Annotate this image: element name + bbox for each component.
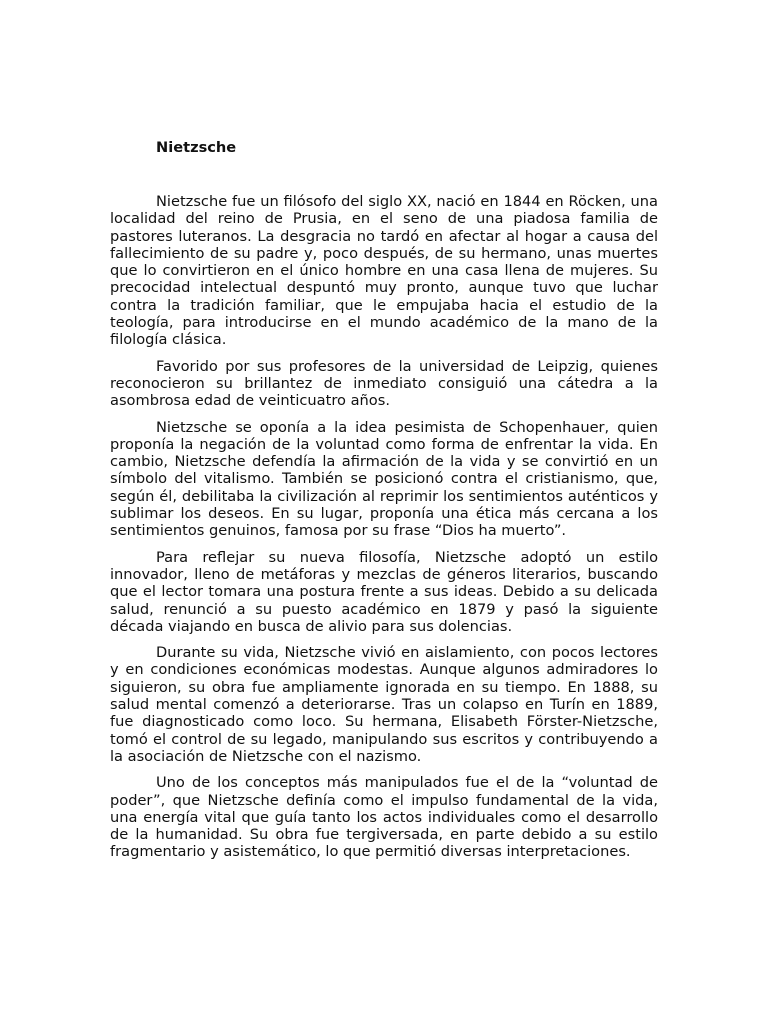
document-title: Nietzsche [156,139,237,156]
paragraph-biography: Nietzsche fue un filósofo del siglo XX, nació en 1844 en Röcken, una localidad del reino de Prusia, en el seno de una piadosa familia de pastores luteranos. La desgracia no tardó en afectar al hogar a causa del fallecimiento de su padre y, poco después, de su hermano, unas muertes que lo convirtieron en el único hombre en una casa llena de mujeres. Su precocidad intelectual despuntó muy pronto, aunque tuvo que luchar contra la tradición familiar, que le empujaba hacia el estudio de la teología, para introducirse en el mundo académico de la mano de la filología clásica. [110,193,658,349]
paragraph-will-to-power: Uno de los conceptos más manipulados fue el de la “voluntad de poder”, que Nietzsche definía como el impulso fundamental de la vida, una energía vital que guía tanto los actos individuales como el desarrollo de la humanidad. Su obra fue tergiversada, en parte debido a su estilo fragmentario y asistemático, lo que permitió diversas interpretaciones. [110,774,658,861]
document-page [110,138,658,870]
paragraph-style: Para reflejar su nueva filosofía, Nietzsche adoptó un estilo innovador, lleno de metáforas y mezclas de géneros literarios, buscando que el lector tomara una postura frente a sus ideas. Debido a su delicada salud, renunció a su puesto académico en 1879 y pasó la siguiente década viajando en busca de alivio para sus dolencias. [110,548,658,635]
paragraph-leipzig: Favorido por sus profesores de la universidad de Leipzig, quienes reconocieron su brillantez de inmediato consiguió una cátedra a la asombrosa edad de veinticuatro años. [110,357,658,410]
paragraph-isolation: Durante su vida, Nietzsche vivió en aislamiento, con pocos lectores y en condiciones económicas modestas. Aunque algunos admiradores lo siguieron, su obra fue ampliamente ignorada en su tiempo. En 1888, su salud mental comenzó a deteriorarse. Tras un colapso en Turín en 1889, fue diagnosticado como loco. Su hermana, Elisabeth Förster-Nietzsche, tomó el control de su legado, manipulando sus escritos y contribuyendo a la asociación de Nietzsche con el nazismo. [110,644,658,765]
paragraph-schopenhauer: Nietzsche se oponía a la idea pesimista de Schopenhauer, quien proponía la negación de la voluntad como forma de enfrentar la vida. En cambio, Nietzsche defendía la afirmación de la vida y se convirtió en un símbolo del vitalismo. También se posicionó contra el cristianismo, que, según él, debilitaba la civilización al reprimir los sentimientos auténticos y sublimar los deseos. En su lugar, proponía una ética más cercana a los sentimientos genuinos, famosa por su frase “Dios ha muerto”. [110,418,658,540]
